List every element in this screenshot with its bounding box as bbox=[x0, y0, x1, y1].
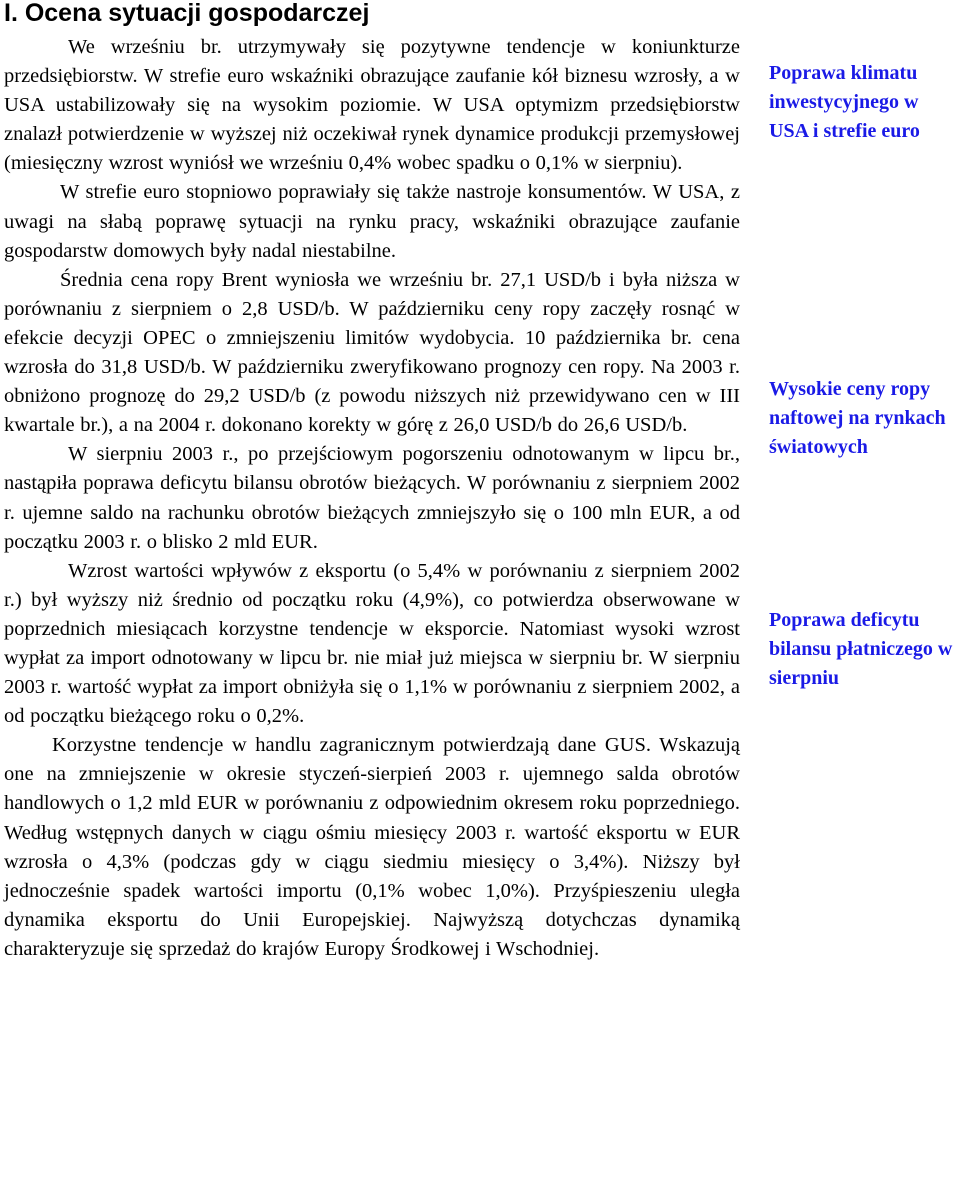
main-text-column bbox=[4, 33, 740, 964]
margin-note-balance-of-payments: Poprawa deficytu bilansu płatniczego w sierpniu bbox=[769, 609, 953, 690]
paragraph-exports-imports: Wzrost wartości wpływów z eksportu (o 5,4% w porównaniu z sierpniem 2002 r.) był wyższy niż średnio od początku roku (4,9%), co potwierdza obserwowane w poprzednich miesiącach korzystne tendencje w eksporcie. Natomiast wysoki wzrost wypłat za import odnotowany w lipcu br. nie miał już miejsca w sierpniu br. W sierpniu 2003 r. wartość wypłat za import obniżyła się o 1,1% w porównaniu z sierpniem 2002, a od początku bieżącego roku o 0,2%. bbox=[4, 559, 740, 728]
margin-note-oil-prices: Wysokie ceny ropy naftowej na rynkach światowych bbox=[769, 378, 946, 459]
paragraph-business-climate: We wrześniu br. utrzymywały się pozytywne tendencje w koniunkturze przedsiębiorstw. W strefie euro wskaźniki obrazujące zaufanie kół biznesu wzrosły, a w USA ustabilizowały się na wysokim poziomie. W USA optymizm przedsiębiorstw znalazł potwierdzenie w wyższej niż oczekiwał rynek dynamice produkcji przemysłowej (miesięczny wzrost wyniósł we wrześniu 0,4% wobec spadku o 0,1% w sierpniu). bbox=[4, 36, 740, 175]
paragraph-consumer-sentiment: W strefie euro stopniowo poprawiały się także nastroje konsumentów. W USA, z uwagi na słabą poprawę sytuacji na rynku pracy, wskaźniki obrazujące zaufanie gospodarstw domowych były nadal niestabilne. bbox=[4, 181, 740, 262]
section-title: I. Ocena sytuacji gospodarczej bbox=[4, 0, 370, 27]
paragraph-foreign-trade: Korzystne tendencje w handlu zagranicznym potwierdzają dane GUS. Wskazują one na zmniejszenie w okresie styczeń-sierpień 2003 r. ujemnego salda obrotów handlowych o 1,2 mld EUR w porównaniu z odpowiednim okresem roku poprzedniego. Według wstępnych danych w ciągu ośmiu miesięcy 2003 r. wartość eksportu w EUR wzrosła o 4,3% (podczas gdy w ciągu siedmiu miesięcy o 3,4%). Niższy był jednocześnie spadek wartości importu (0,1% wobec 1,0%). Przyśpieszeniu uległa dynamika eksportu do Unii Europejskiej. Najwyższą dotychczas dynamiką charakteryzuje się sprzedaż do krajów Europy Środkowej i Wschodniej. bbox=[4, 734, 740, 960]
margin-note-investment-climate: Poprawa klimatu inwestycyjnego w USA i strefie euro bbox=[769, 62, 920, 143]
paragraph-oil-prices: Średnia cena ropy Brent wyniosła we wrześniu br. 27,1 USD/b i była niższa w porównaniu z sierpniem o 2,8 USD/b. W październiku ceny ropy zaczęły rosnąć w efekcie decyzji OPEC o zmniejszeniu limitów wydobycia. 10 października br. cena wzrosła do 31,8 USD/b. W październiku zweryfikowano prognozy cen ropy. Na 2003 r. obniżono prognozę do 29,2 USD/b (z powodu niższych niż przewidywano cen w III kwartale br.), a na 2004 r. dokonano korekty w górę z 26,0 USD/b do 26,6 USD/b. bbox=[4, 268, 740, 437]
paragraph-current-account: W sierpniu 2003 r., po przejściowym pogorszeniu odnotowanym w lipcu br., nastąpiła poprawa deficytu bilansu obrotów bieżących. W porównaniu z sierpniem 2002 r. ujemne saldo na rachunku obrotów bieżących zmniejszyło się o 100 mln EUR, a od początku 2003 r. o blisko 2 mld EUR. bbox=[4, 443, 740, 553]
